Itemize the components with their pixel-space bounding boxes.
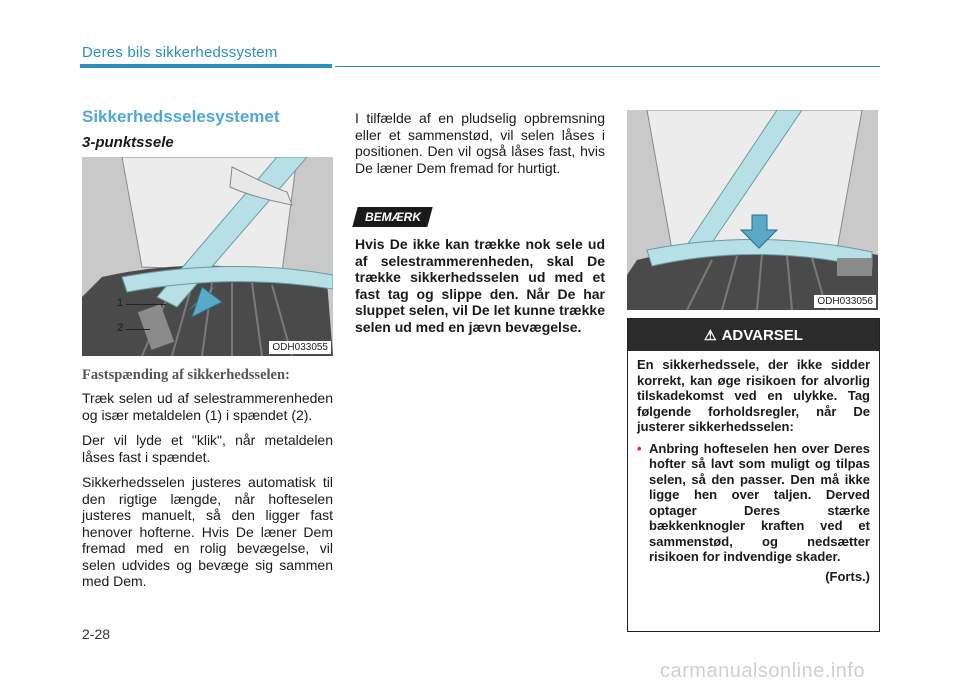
watermark: carmanualsonline.info	[660, 660, 866, 682]
note-text: Hvis De ikke kan trække nok sele ud af selestrammerenheden, skal De trække sikkerhedsselen ud med et fast tag og slippe den. Når De har sluppet selen, vil De let kunne trække selen ud med en jævn bevægelse.	[355, 236, 605, 335]
warning-bullet-text: Anbring hofteselen hen over Deres hofter så lavt som muligt og tilpas selen, så den passer. Den må ikke ligge hen over taljen. Derved optager Deres stærke bækkenknogler kraften ved et sammenstød, og nedsætter risikoen for indvendige skader.	[649, 440, 870, 564]
callout-2-line	[126, 329, 150, 330]
fastening-heading: Fastspænding af sikkerhedsselen:	[82, 367, 290, 383]
callout-2: 2	[117, 322, 124, 334]
warning-body	[628, 351, 879, 584]
subsection-title: 3-punktssele	[82, 134, 174, 151]
middle-text	[355, 110, 605, 185]
fastening-paragraph: Sikkerhedsselen justeres automatisk til den rigtige længde, når hofteselen justeres manuelt, så den ligger fast henover hofterne. Hvis De læner Dem fremad med en rolig bevægelse, vil selen udvides og bevæge sig sammen med Dem.	[82, 474, 333, 589]
lap-belt-drawing	[627, 110, 878, 310]
continued-label: (Forts.)	[825, 568, 870, 584]
lap-belt-illustration	[627, 110, 878, 310]
figure-code: ODH033056	[814, 295, 876, 308]
warning-triangle-icon: ⚠	[704, 327, 717, 343]
fastening-paragraph: Træk selen ud af selestrammerenheden og især metaldelen (1) i spændet (2).	[82, 390, 333, 423]
callout-1-line	[126, 304, 166, 305]
warning-intro: En sikkerhedssele, der ikke sidder korrekt, kan øge risikoen for alvorlig tilskadekomst ved en ulykke. Tag følgende forholdsregler, når De justerer sikkerhedsselen:	[637, 357, 870, 434]
middle-paragraph: I tilfælde af en pludselig opbremsning eller et sammenstød, vil selen låses i positionen. Den vil også låses fast, hvis De læner Dem fremad for hurtigt.	[355, 110, 605, 176]
note-badge	[352, 207, 432, 227]
fastening-paragraph: Der vil lyde et "klik", når metaldelen låses fast i spændet.	[82, 432, 333, 465]
page-title: Sikkerhedsselesystemet	[82, 107, 280, 126]
section-header: Deres bils sikkerhedssystem	[82, 44, 278, 61]
figure-code: ODH033055	[269, 341, 331, 354]
warning-header	[628, 319, 879, 351]
warning-bullet	[637, 441, 870, 565]
fastening-text	[82, 390, 333, 599]
header-rule	[335, 66, 880, 67]
warning-title: ADVARSEL	[721, 327, 803, 344]
header-bar	[80, 64, 332, 68]
note-label: BEMÆRK	[364, 210, 421, 224]
seatbelt-buckle-illustration	[82, 157, 333, 356]
bullet-icon: •	[637, 440, 642, 456]
callout-1: 1	[117, 297, 124, 309]
warning-box	[627, 318, 880, 632]
page-number: 2-28	[82, 626, 111, 642]
